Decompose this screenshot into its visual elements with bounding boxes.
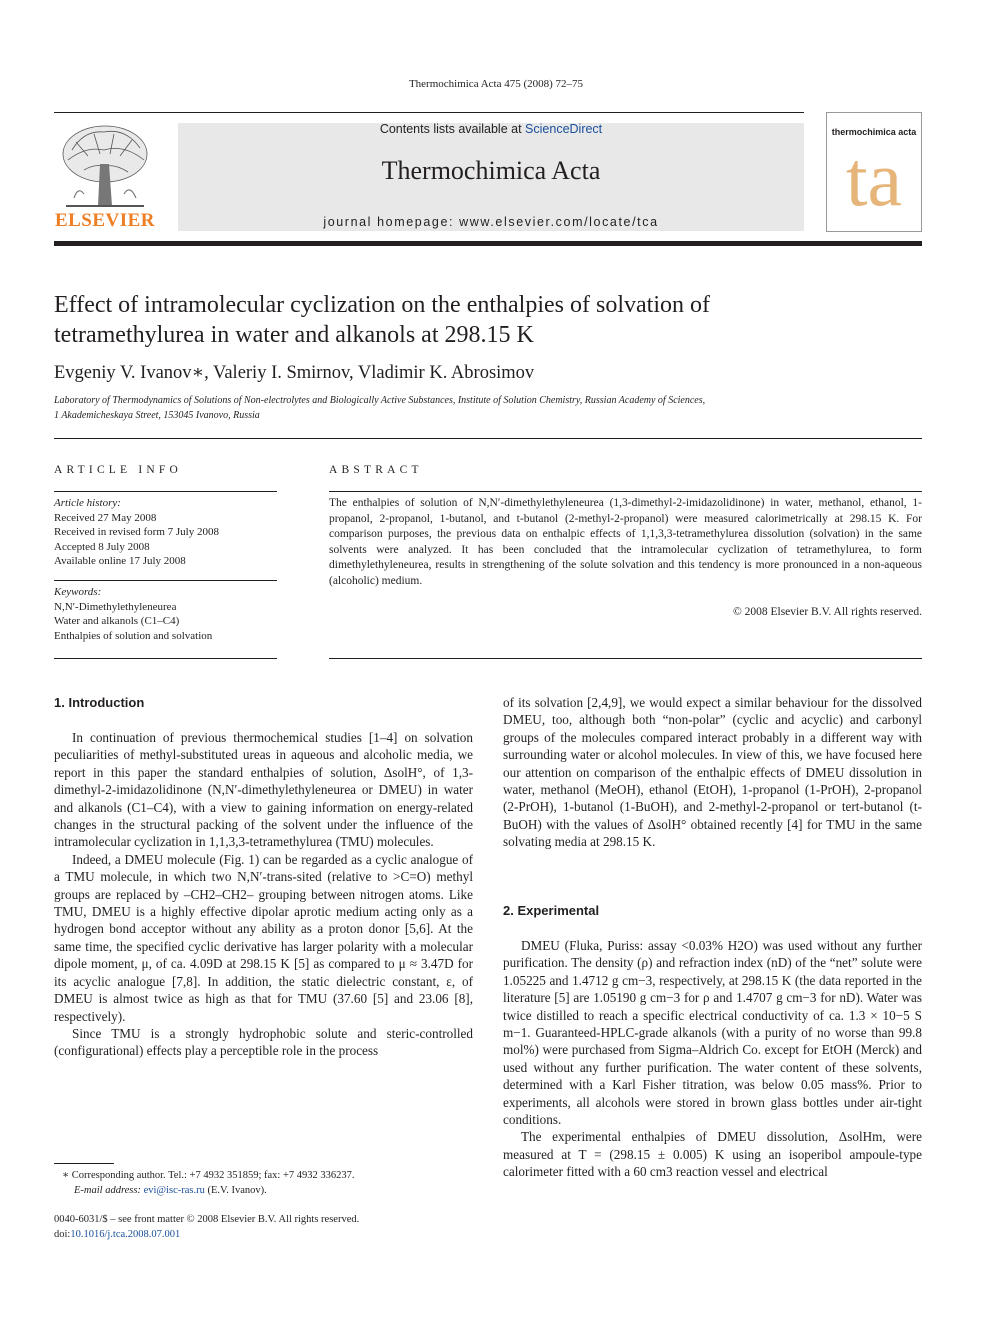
journal-cover (826, 112, 922, 232)
history-label: Article history: (54, 497, 121, 509)
header-rule (54, 112, 804, 113)
contents-line (178, 122, 804, 136)
article-info-heading: ARTICLE INFO (54, 464, 182, 476)
copyright: © 2008 Elsevier B.V. All rights reserved. (733, 606, 922, 618)
keywords (54, 585, 279, 643)
revised-date: Received in revised form 7 July 2008 (54, 526, 219, 538)
contents-prefix: Contents lists available at (379, 122, 522, 136)
accepted-date: Accepted 8 July 2008 (54, 540, 150, 553)
article-title (54, 290, 914, 350)
keywords-label: Keywords: (54, 586, 102, 598)
email-line (62, 1184, 482, 1199)
abstract-text: The enthalpies of solution of N,N′-dimethylethyleneurea (1,3-dimethyl-2-imidazolidinone) in water, methanol, ethanol, 1-propanol, 2-propanol, 1-butanol, and t-butanol (2-methyl-2-propanol) were measured calorimetrically at 298.15 K. For comparison purposes, the previous data on enthalpic effects of 1,1,3,3-tetramethylurea dissolution (solvation) in the same solvents were analyzed. It has been concluded that the intramolecular cyclization of tetramethylurea, to form dimethylethyleneurea, results in strengthening of the solute solvation and this tendency is more pronounced in a non-aqueous (alcoholic) medium. (329, 497, 922, 587)
abstract-heading: ABSTRACT (329, 464, 423, 476)
info-rule-mid (54, 580, 277, 581)
right-column-top (503, 694, 922, 851)
title-rule (54, 438, 922, 439)
issn-block (54, 1213, 484, 1242)
info-rule-top (54, 491, 277, 492)
publisher-name: ELSEVIER (54, 210, 156, 231)
cover-title: thermochimica acta (831, 127, 917, 137)
received-date: Received 27 May 2008 (54, 511, 157, 524)
authors: Evgeniy V. Ivanov∗, Valeriy I. Smirnov, Vladimir K. Abrosimov (54, 363, 535, 383)
email-suffix: (E.V. Ivanov). (207, 1184, 267, 1196)
affiliation-line-1: Laboratory of Thermodynamics of Solutions of Non-electrolytes and Biologically Active Substances, Institute of Solution Chemistry, Russian Academy of Sciences, (54, 395, 706, 406)
online-date: Available online 17 July 2008 (54, 555, 186, 567)
abstract-rule-top (329, 491, 922, 492)
abstract-rule-bottom (329, 658, 922, 659)
footnote (62, 1169, 482, 1198)
doi-line (54, 1228, 484, 1243)
footnote-rule (54, 1163, 114, 1164)
intro-paragraph-1: In continuation of previous thermochemical studies [1–4] on solvation peculiarities of methyl-substituted ureas in aqueous and alcoholic media, we report in this paper the standard enthalpies of solution, ΔsolH°, of 1,3-dimethyl-2-imidazolidinone (N,N′-dimethylethyleneurea or DMEU) in water and alkanols (C1–C4), with a view to gaining information on energy-related changes in the structural packing of the solvent under the influence of the intramolecular cyclization in 1,1,3,3-tetramethylurea (TMU) molecules. (54, 730, 473, 850)
corresponding-author: ∗ Corresponding author. Tel.: +7 4932 351859; fax: +7 4932 336237. (62, 1170, 355, 1181)
intro-paragraph-4: of its solvation [2,4,9], we would expect a similar behaviour for the dissolved DMEU, too, although both “non-polar” (cyclic and acyclic) and carbonyl groups of the molecules compared interact probably in a different way with surrounding water or alcohol molecules. In view of this, we have focused here our attention on comparison of the enthalpic effects of DMEU dissolution in water, methanol (MeOH), ethanol (EtOH), 1-propanol (1-PrOH), 2-propanol (2-PrOH), 1-butanol (1-BuOH), and 2-methyl-2-propanol or tert-butanol (t-BuOH) with the values of ΔsolH° obtained recently [4] for TMU in the same solvating media at 298.15 K. (503, 695, 922, 850)
doi-link[interactable]: 10.1016/j.tca.2008.07.001 (70, 1228, 181, 1240)
keyword-2: Water and alkanols (C1–C4) (54, 615, 180, 627)
affiliation-line-2: 1 Akademicheskaya Street, 153045 Ivanovo, Russia (54, 409, 260, 421)
title-line-2: tetramethylurea in water and alkanols at 298.15 K (54, 322, 534, 348)
right-column-bottom (503, 937, 922, 1181)
title-line-1: Effect of intramolecular cyclization on the enthalpies of solvation of (54, 292, 710, 318)
email-label: E-mail address: (74, 1184, 141, 1196)
masthead-rule (54, 241, 922, 246)
info-rule-bottom (54, 658, 277, 659)
journal-reference: Thermochimica Acta 475 (2008) 72–75 (408, 78, 584, 90)
doi-label: doi: (54, 1228, 71, 1240)
keyword-3: Enthalpies of solution and solvation (54, 629, 213, 642)
journal-homepage[interactable]: journal homepage: www.elsevier.com/locate/tca (323, 215, 659, 229)
experimental-paragraph-1: DMEU (Fluka, Puriss: assay <0.03% H2O) was used without any further purification. The density (ρ) and refraction index (nD) of the “net” solute were 1.05225 and 1.4712 g cm−3, respectively, at 298.15 K (the data reported in the literature [5] are 1.05190 g cm−3 for ρ and 1.4707 g cm−3 for nD). Water was twice distilled to reach a specific electrical conductivity of ca. 1.3 × 10−5 S m−1. Guaranteed-HPLC-grade alkanols (with a purity of no worse than 99.8 mol%) were purchased from Sigma–Aldrich Co. except for EtOH (Merck) and used without any further purification. The water content of these solvents, determined with a Karl Fisher titration, was below 0.05 mass%. Prior to experiments, all alcohols were stored in brown glass bottles under air-tight conditions. (503, 938, 922, 1128)
keyword-1: N,N′-Dimethylethyleneurea (54, 600, 177, 613)
email-link[interactable]: evi@isc-ras.ru (143, 1184, 205, 1196)
journal-title: Thermochimica Acta (381, 156, 601, 185)
cover-letters: ta (845, 135, 903, 222)
experimental-heading: 2. Experimental (503, 903, 600, 918)
affiliation (54, 394, 914, 423)
intro-paragraph-3: Since TMU is a strongly hydrophobic solute and steric-controlled (configurational) effects play a perceptible role in the process (54, 1025, 473, 1059)
left-column (54, 729, 473, 1060)
article-history (54, 496, 279, 569)
introduction-heading: 1. Introduction (54, 695, 145, 710)
issn-line: 0040-6031/$ – see front matter © 2008 Elsevier B.V. All rights reserved. (54, 1214, 360, 1225)
sciencedirect-link[interactable]: ScienceDirect (525, 122, 603, 136)
intro-paragraph-2: Indeed, a DMEU molecule (Fig. 1) can be regarded as a cyclic analogue of a TMU molecule, in which two N,N′-trans-sited (relative to >C=O) methyl groups are replaced by –CH2–CH2– grouping between nitrogen atoms. Like TMU, DMEU is a highly effective dipolar aprotic medium acting only as a hydrogen bond acceptor without any ability as a proton donor [5,6]. At the same time, the specified cyclic derivative has larger polarity with a molecular dipole moment, μ, of ca. 4.09D at 298.15 K [5] as compared to μ ≈ 3.47D for its acyclic analogue [7,8]. In addition, the static dielectric constant, ε, of DMEU is almost twice as high as that for TMU (37.60 [5] and 23.06 [8], respectively). (54, 851, 473, 1024)
experimental-paragraph-2: The experimental enthalpies of DMEU dissolution, ΔsolHm, were measured at T = (298.15 ± 0.005) K using an isoperibol ampoule-type calorimeter fitted with a 60 cm3 reaction vessel and electrical (503, 1129, 922, 1180)
